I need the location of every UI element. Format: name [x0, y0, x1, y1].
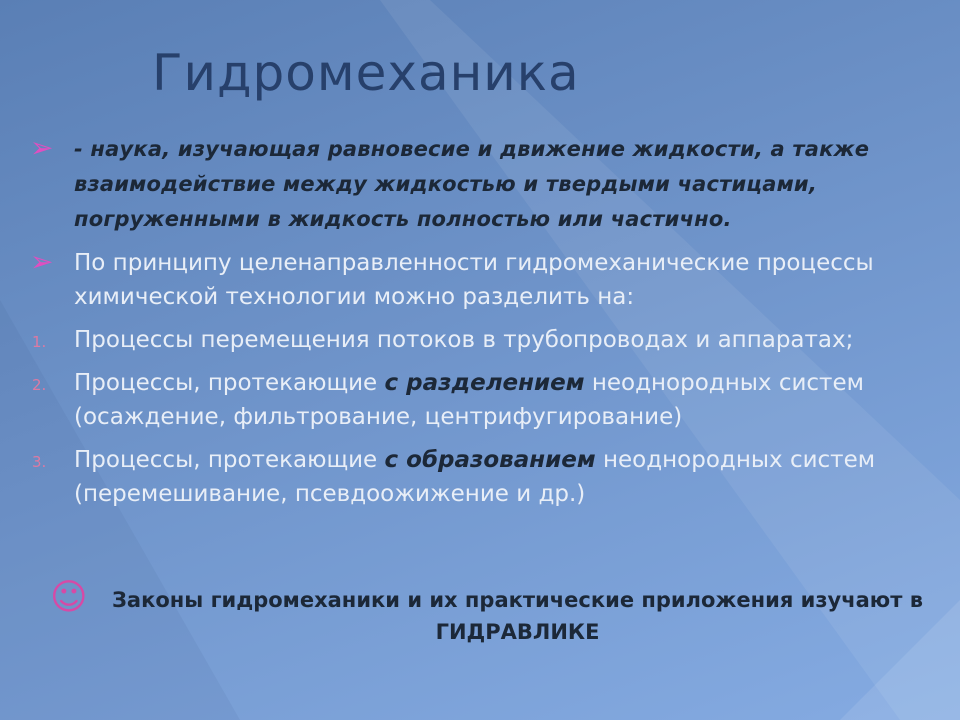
list-item [30, 132, 950, 237]
list-item [30, 246, 950, 314]
list-item-text: Процессы, протекающие с образованием неоднородных систем (перемешивание, псевдоожижение и др.) [74, 447, 876, 507]
footer-note [40, 577, 940, 648]
list-item [30, 323, 950, 357]
list-number: 3. [32, 453, 47, 471]
bullet-list [30, 132, 950, 520]
slide-title: Гидромеханика [152, 44, 580, 102]
arrow-bullet-icon: ➢ [30, 131, 54, 164]
emphasis-text: с образованием [384, 447, 596, 473]
smiley-icon: ☺ [50, 577, 88, 618]
list-number: 2. [32, 376, 47, 394]
footer-text: Законы гидромеханики и их практические приложения изучают в ГИДРАВЛИКЕ [112, 588, 923, 644]
list-item-text: По принципу целенаправленности гидромеханические процессы химической технологии можно разделить на: [74, 250, 874, 310]
emphasis-text: с разделением [384, 370, 585, 396]
list-item-text: Процессы, протекающие с разделением неоднородных систем (осаждение, фильтрование, центрифугирование) [74, 370, 864, 430]
definition-text: - наука, изучающая равновесие и движение жидкости, а также взаимодействие между жидкостью и твердыми частицами, погруженными в жидкость полностью или частично. [74, 137, 870, 231]
list-number: 1. [32, 333, 47, 351]
list-item-text: Процессы перемещения потоков в трубопроводах и аппаратах; [74, 327, 854, 353]
arrow-bullet-icon: ➢ [30, 245, 54, 278]
list-item [30, 443, 950, 511]
list-item [30, 366, 950, 434]
